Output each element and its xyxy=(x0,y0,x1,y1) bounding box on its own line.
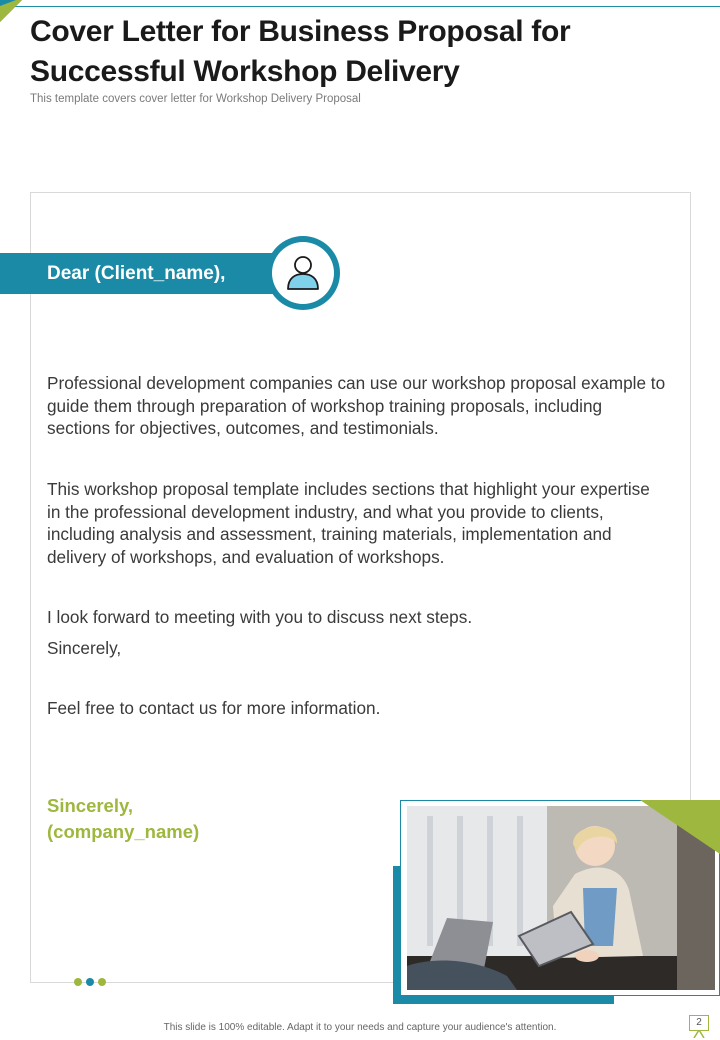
avatar xyxy=(266,236,340,310)
dot-3 xyxy=(98,978,106,986)
signoff xyxy=(47,793,199,845)
body-paragraph-3: I look forward to meeting with you to discuss next steps. xyxy=(47,607,473,627)
footer-note: This slide is 100% editable. Adapt it to your needs and capture your audience's attention. xyxy=(163,1022,557,1033)
easel-icon xyxy=(692,1030,706,1038)
body-paragraph-4: Sincerely, xyxy=(47,638,122,658)
page-number: 2 xyxy=(689,1015,709,1031)
green-corner-triangle xyxy=(640,800,720,854)
body-paragraph-2: This workshop proposal template includes sections that highlight your expertise in the professional development industry, and what you provide to clients, including analysis and assessment, training materials, implementation and delivery of workshops, and evaluation of workshops. xyxy=(47,479,650,567)
dot-1 xyxy=(74,978,82,986)
corner-accent xyxy=(0,0,22,22)
page-subtitle: This template covers cover letter for Workshop Delivery Proposal xyxy=(30,93,361,105)
salutation: Dear (Client_name), xyxy=(47,263,226,284)
dot-2 xyxy=(86,978,94,986)
signoff-line-1: Sincerely, xyxy=(47,795,134,816)
page-title: Cover Letter for Business Proposal for Successful Workshop Delivery xyxy=(30,15,571,88)
body-paragraph-1: Professional development companies can use our workshop proposal example to guide them through preparation of workshop training proposals, including sections for objectives, outcomes, and testimonials. xyxy=(47,373,666,438)
top-rule xyxy=(0,6,720,7)
signoff-line-2: (company_name) xyxy=(47,821,200,842)
pagination-dots xyxy=(74,978,106,986)
user-icon xyxy=(283,253,323,293)
body-paragraph-5: Feel free to contact us for more information. xyxy=(47,698,381,718)
avatar-inner xyxy=(272,242,334,304)
